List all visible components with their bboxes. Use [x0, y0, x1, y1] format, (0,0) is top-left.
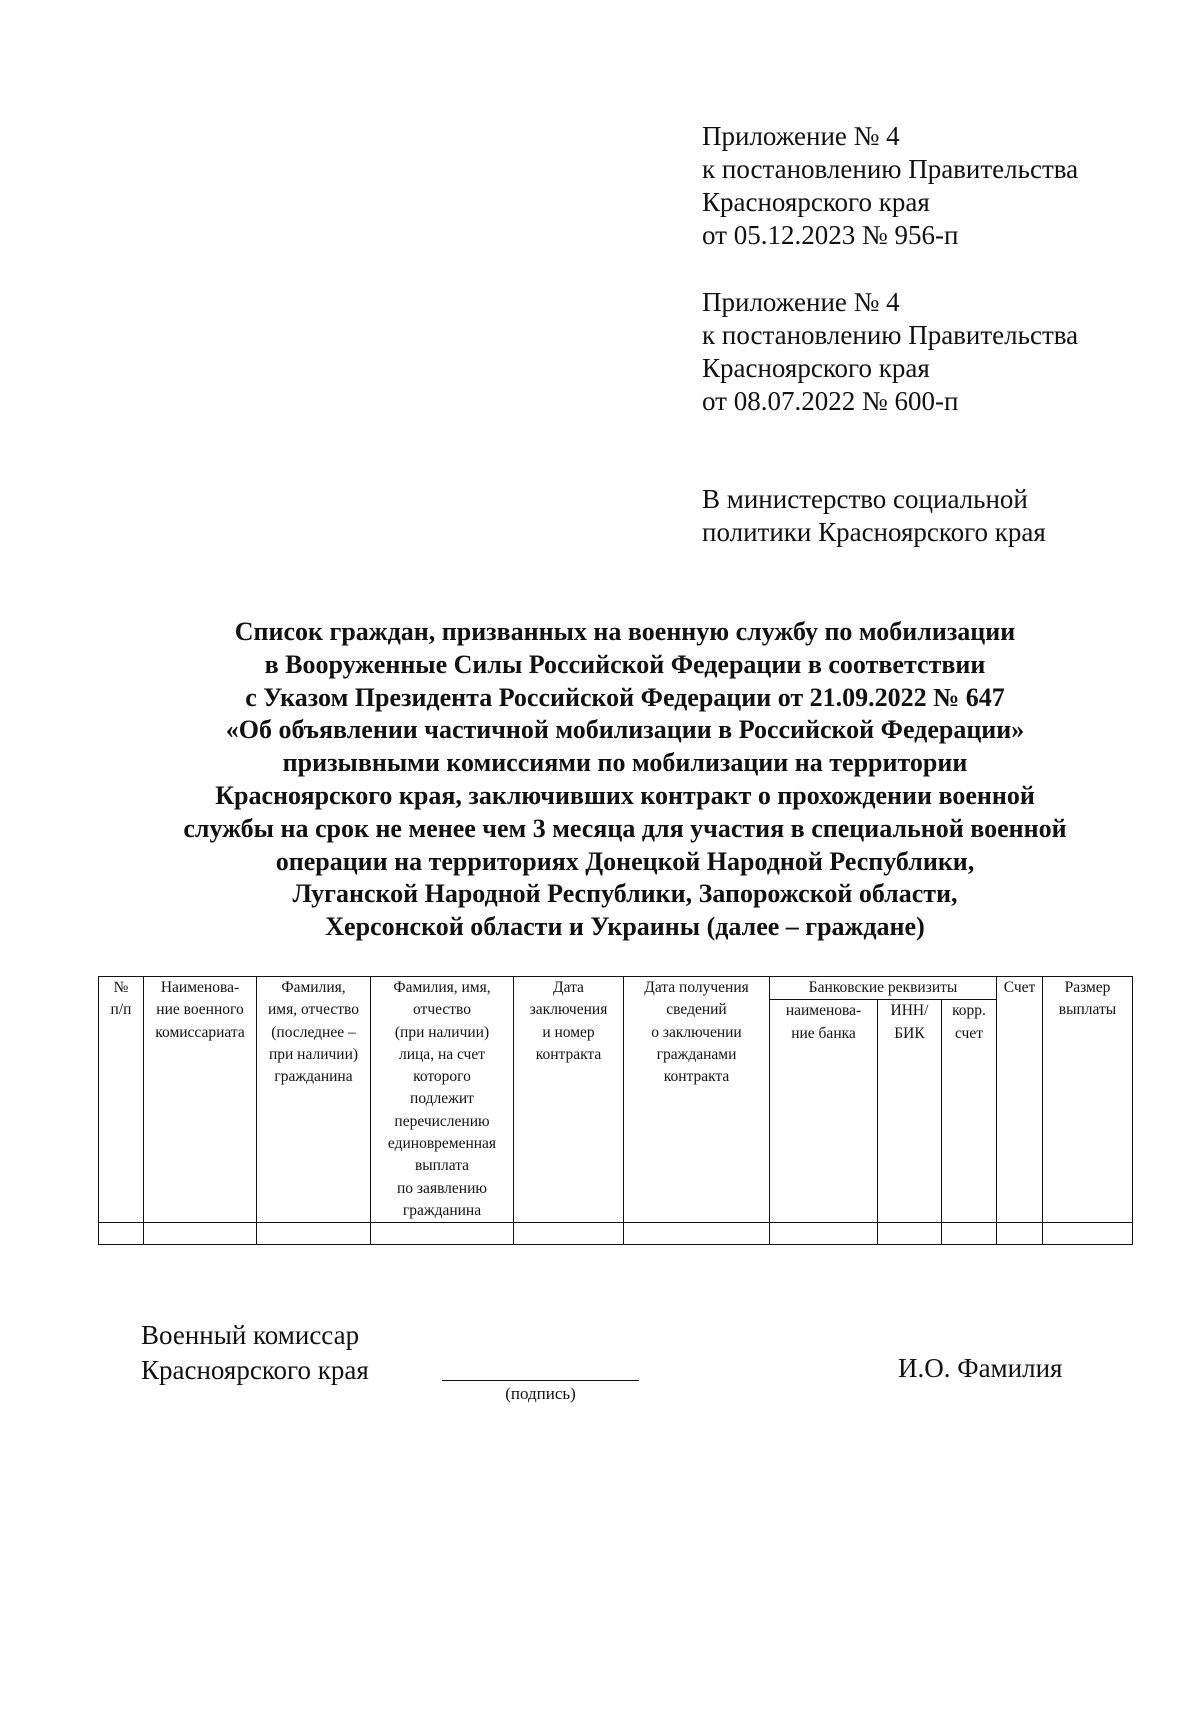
title-line: с Указом Президента Российской Федерации от 21.09.2022 № 647: [245, 682, 1005, 712]
appendix-line: от 05.12.2023 № 956-п: [702, 220, 959, 250]
signature-caption: (подпись): [505, 1384, 576, 1403]
document-title: [130, 616, 1120, 944]
addressee-line: В министерство социальной: [702, 484, 1028, 514]
header-num: № п/п: [99, 977, 144, 1223]
table-cell: [144, 1223, 257, 1245]
appendix-line: Приложение № 4: [702, 121, 900, 151]
header-citizen-name: Фамилия, имя, отчество (последнее – при наличии) гражданина: [257, 977, 371, 1223]
title-line: Список граждан, призванных на военную службу по мобилизации: [234, 617, 1016, 646]
appendix-line: от 08.07.2022 № 600-п: [702, 386, 959, 416]
table-row: [99, 1223, 1133, 1245]
appendix-line: Красноярского края: [702, 187, 930, 217]
citizens-table: [98, 976, 1133, 1245]
signature-role: [141, 1318, 369, 1388]
title-line: Херсонской области и Украины (далее – граждане): [325, 912, 925, 942]
signature-role-line: Военный комиссар: [141, 1320, 360, 1350]
header-received: Дата получения сведений о заключении гражданами контракта: [624, 977, 770, 1223]
header-bank-group: Банковские реквизиты: [770, 977, 997, 1000]
table-cell: [997, 1223, 1043, 1245]
title-line: «Об объявлении частичной мобилизации в Российской Федерации»: [225, 715, 1025, 745]
addressee: [702, 483, 1046, 549]
signature-line: [442, 1380, 639, 1381]
header-commissariat: Наименова- ние военного комиссариата: [144, 977, 257, 1223]
appendix-previous: [702, 286, 1078, 418]
table-cell: [1043, 1223, 1133, 1245]
header-inn-bik: ИНН/ БИК: [878, 1000, 942, 1223]
table-cell: [942, 1223, 997, 1245]
table-cell: [514, 1223, 624, 1245]
table-cell: [624, 1223, 770, 1245]
table-cell: [878, 1223, 942, 1245]
title-line: в Вооруженные Силы Российской Федерации в соответствии: [264, 649, 986, 679]
title-line: Красноярского края, заключивших контракт о прохождении военной: [215, 780, 1035, 810]
header-bank-name: наименова- ние банка: [770, 1000, 878, 1223]
table-cell: [257, 1223, 371, 1245]
header-payment: Размер выплаты: [1043, 977, 1133, 1223]
table-cell: [371, 1223, 514, 1245]
appendix-line: Красноярского края: [702, 353, 930, 383]
signature-role-line: Красноярского края: [141, 1355, 369, 1385]
title-line: операции на территориях Донецкой Народной Республики,: [275, 846, 975, 876]
title-line: Луганской Народной Республики, Запорожской области,: [292, 879, 958, 909]
appendix-current: [702, 120, 1078, 252]
appendix-line: Приложение № 4: [702, 287, 900, 317]
appendix-line: к постановлению Правительства: [702, 320, 1079, 350]
title-line: службы на срок не менее чем 3 месяца для участия в специальной военной: [183, 813, 1067, 843]
header-corr-account: корр. счет: [942, 1000, 997, 1223]
table-cell: [770, 1223, 878, 1245]
header-account: Счет: [997, 977, 1043, 1223]
appendix-line: к постановлению Правительства: [702, 154, 1079, 184]
header-contract: Дата заключения и номер контракта: [514, 977, 624, 1223]
header-payee-name: Фамилия, имя, отчество (при наличии) лица, на счет которого подлежит перечислению единовременная выплата по заявлению гражданина: [371, 977, 514, 1223]
addressee-line: политики Красноярского края: [702, 517, 1046, 547]
title-line: призывными комиссиями по мобилизации на территории: [282, 748, 968, 778]
signatory-name: И.О. Фамилия: [898, 1353, 1063, 1383]
table-cell: [99, 1223, 144, 1245]
